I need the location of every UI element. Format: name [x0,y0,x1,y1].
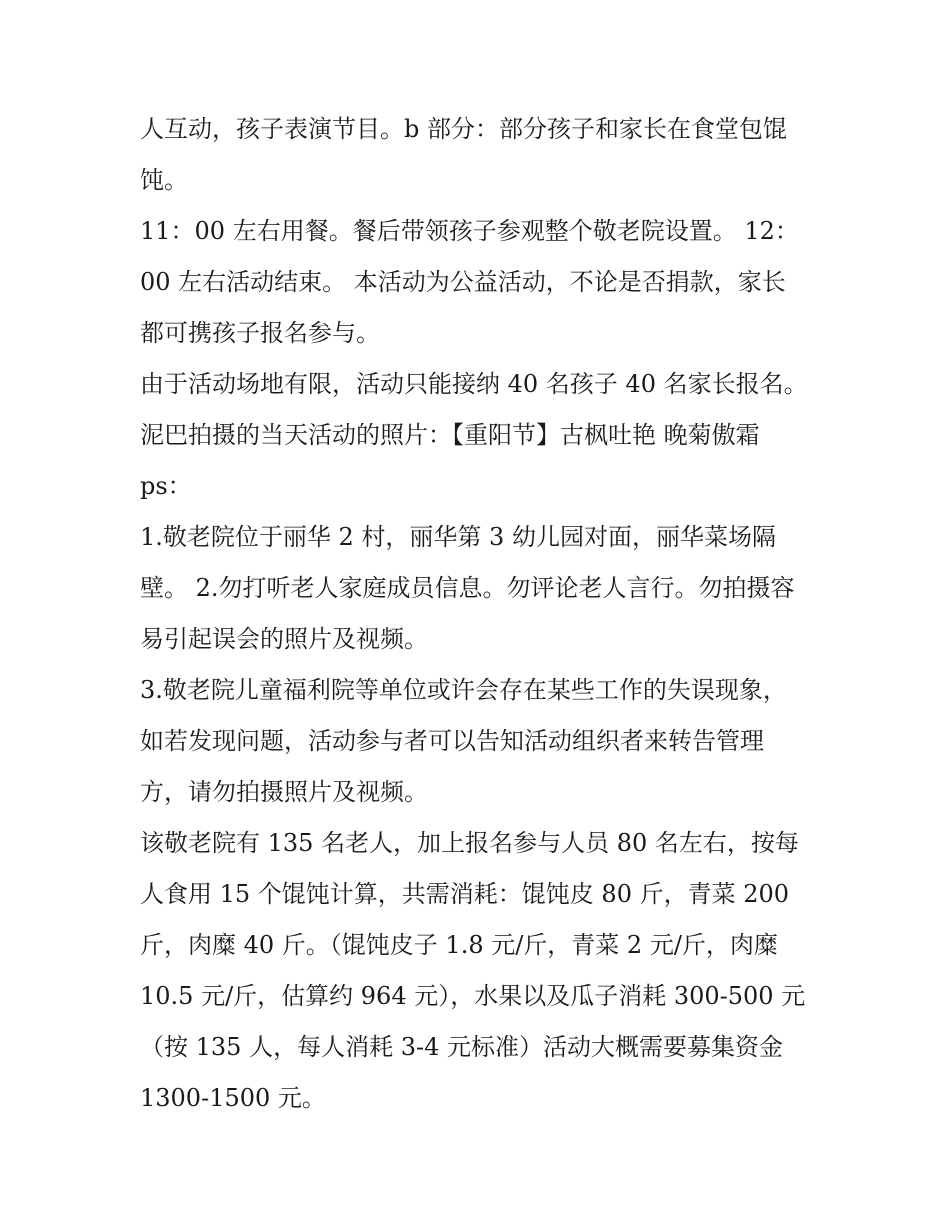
text-line: 11：00 左右用餐。餐后带领孩子参观整个敬老院设置。 12： [140,217,799,245]
text-line: 泥巴拍摄的当天活动的照片：【重阳节】古枫吐艳 晚菊傲霜 [140,421,760,449]
text-line: 00 左右活动结束。 本活动为公益活动，不论是否捐款，家长 [140,268,786,296]
text-line: 1.敬老院位于丽华 2 村，丽华第 3 幼儿园对面，丽华菜场隔 [140,523,776,551]
text-line: 人互动，孩子表演节目。b 部分：部分孩子和家长在食堂包馄 [140,115,787,143]
text-line: ps： [140,472,192,500]
text-line: 该敬老院有 135 名老人，加上报名参与人员 80 名左右，按每 [140,829,799,857]
text-line: 如若发现问题，活动参与者可以告知活动组织者来转告管理 [140,727,764,755]
text-line: 方，请勿拍摄照片及视频。 [140,778,428,806]
text-line: 10.5 元/斤，估算约 964 元），水果以及瓜子消耗 300-500 元 [140,982,806,1010]
text-line: 1300-1500 元。 [140,1084,326,1112]
document-body [140,104,830,1124]
text-line: 都可携孩子报名参与。 [140,319,380,347]
text-line: 由于活动场地有限，活动只能接纳 40 名孩子 40 名家长报名。 [140,370,808,398]
text-line: 易引起误会的照片及视频。 [140,625,428,653]
text-line: 饨。 [140,166,188,194]
text-line: 3.敬老院儿童福利院等单位或许会存在某些工作的失误现象， [140,676,787,704]
text-line: 壁。 2.勿打听老人家庭成员信息。勿评论老人言行。勿拍摄容 [140,574,795,602]
text-line: 人食用 15 个馄饨计算，共需消耗：馄饨皮 80 斤，青菜 200 [140,880,790,908]
text-line: （按 135 人，每人消耗 3-4 元标准）活动大概需要募集资金 [140,1033,783,1061]
text-line: 斤，肉糜 40 斤。（馄饨皮子 1.8 元/斤，青菜 2 元/斤，肉糜 [140,931,778,959]
